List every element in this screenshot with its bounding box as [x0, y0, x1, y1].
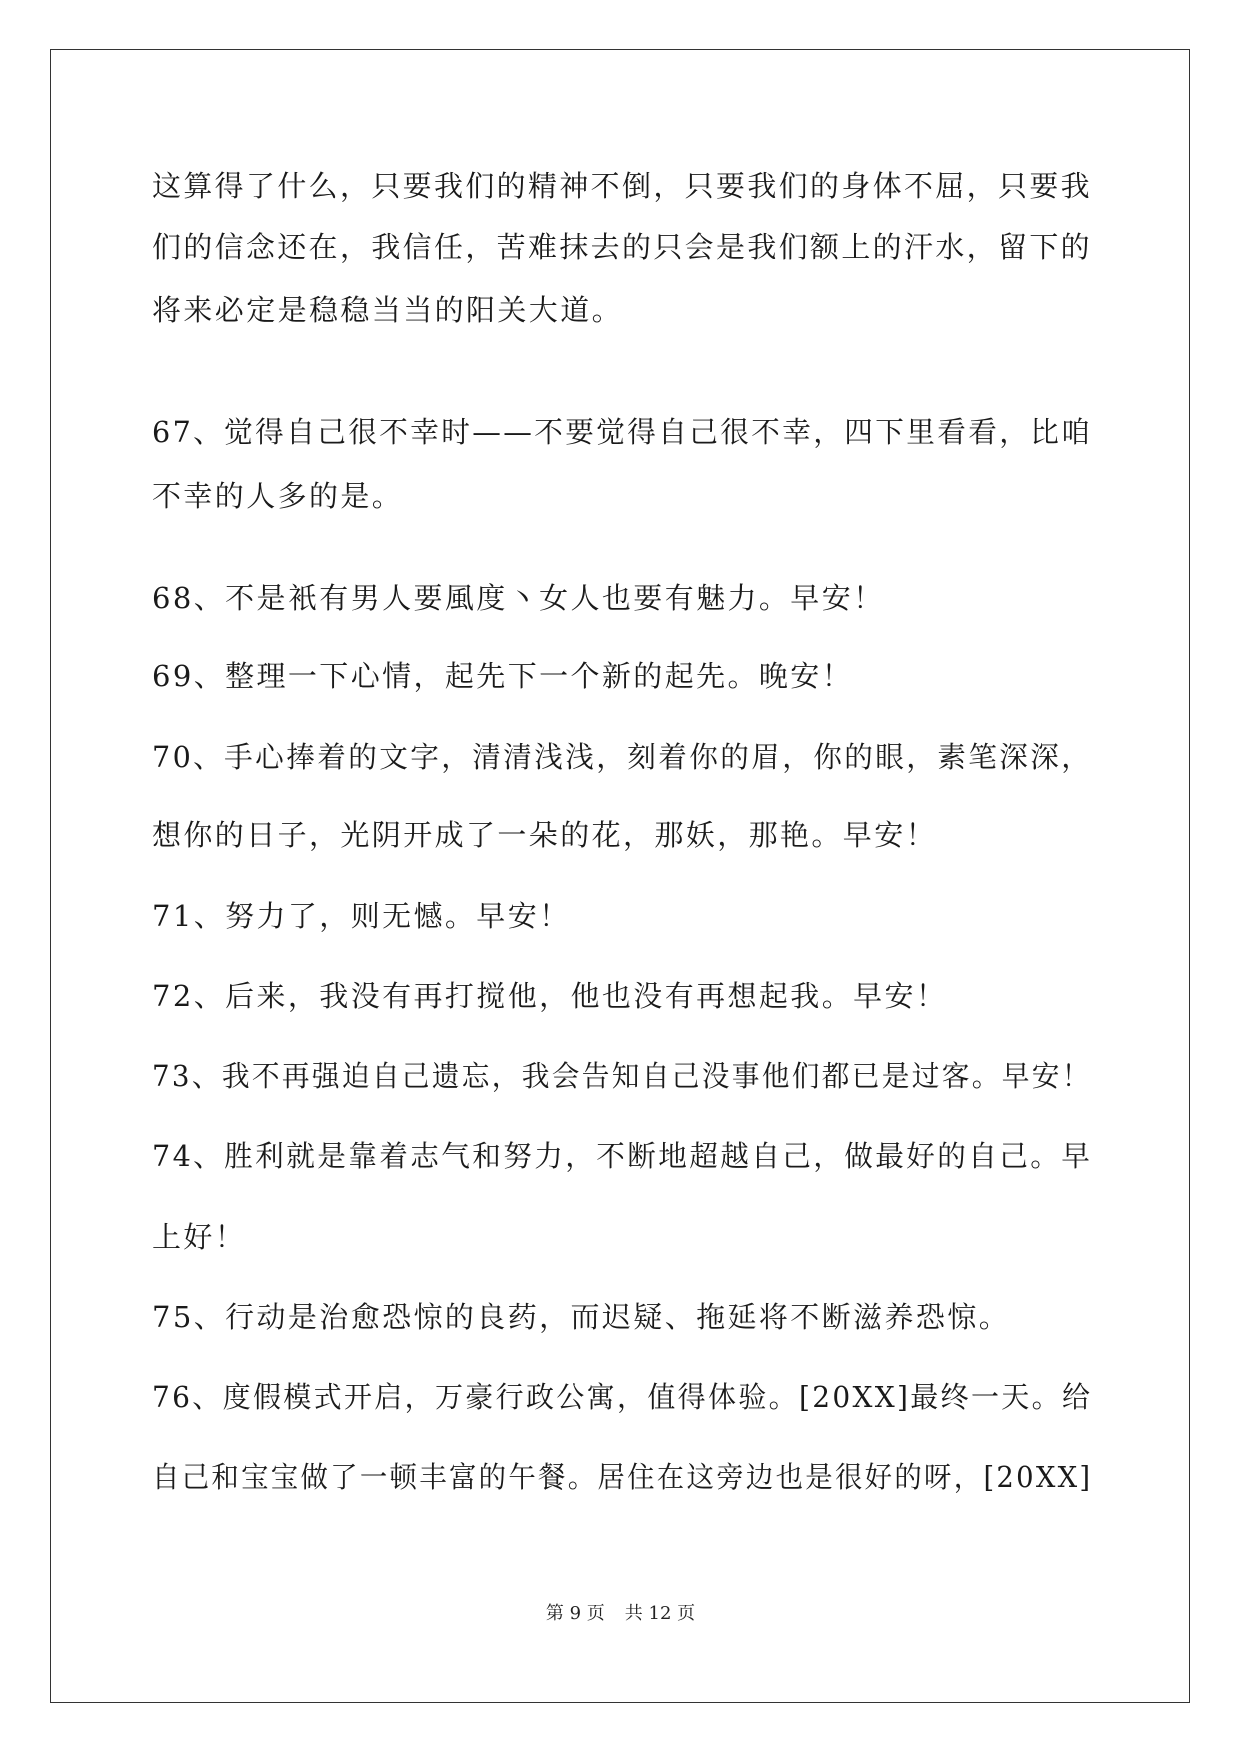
text-line-5: 不幸的人多的是。	[152, 479, 404, 513]
text-line-9: 想你的日子，光阴开成了一朵的花，那妖，那艳。早安！	[152, 818, 938, 852]
text-line-4: 67、觉得自己很不幸时——不要觉得自己很不幸，四下里看看，比咱	[152, 415, 1093, 449]
text-line-7: 69、整理一下心情，起先下一个新的起先。晚安！	[152, 659, 854, 693]
text-line-11: 72、后来，我没有再打搅他，他也没有再想起我。早安！	[152, 979, 948, 1013]
text-line-15: 75、行动是治愈恐惊的良药，而迟疑、拖延将不断滋养恐惊。	[152, 1300, 1011, 1334]
text-line-16: 76、度假模式开启，万豪行政公寓，值得体验。[20XX]最终一天。给	[152, 1380, 1093, 1414]
text-line-3: 将来必定是稳稳当当的阳关大道。	[152, 293, 624, 327]
text-line-14: 上好！	[152, 1220, 247, 1254]
text-line-10: 71、努力了，则无憾。早安！	[152, 899, 571, 933]
text-line-6: 68、不是衹有男人要風度丶女人也要有魅力。早安！	[152, 581, 885, 615]
text-line-13: 74、胜利就是靠着志气和努力，不断地超越自己，做最好的自己。早	[152, 1139, 1093, 1173]
text-line-8: 70、手心捧着的文字，清清浅浅，刻着你的眉，你的眼，素笔深深，	[152, 740, 1093, 774]
text-line-17: 自己和宝宝做了一顿丰富的午餐。居住在这旁边也是很好的呀，[20XX]	[152, 1460, 1093, 1494]
page-footer	[0, 1602, 1241, 1626]
text-line-12: 73、我不再强迫自己遗忘，我会告知自己没事他们都已是过客。早安！	[152, 1059, 1092, 1093]
page-total: 共 12 页	[624, 1603, 696, 1624]
text-line-2: 们的信念还在，我信任，苦难抹去的只会是我们额上的汗水，留下的	[152, 230, 1093, 264]
text-line-1: 这算得了什么，只要我们的精神不倒，只要我们的身体不屈，只要我	[152, 169, 1093, 203]
page-number: 第 9 页	[545, 1603, 605, 1624]
